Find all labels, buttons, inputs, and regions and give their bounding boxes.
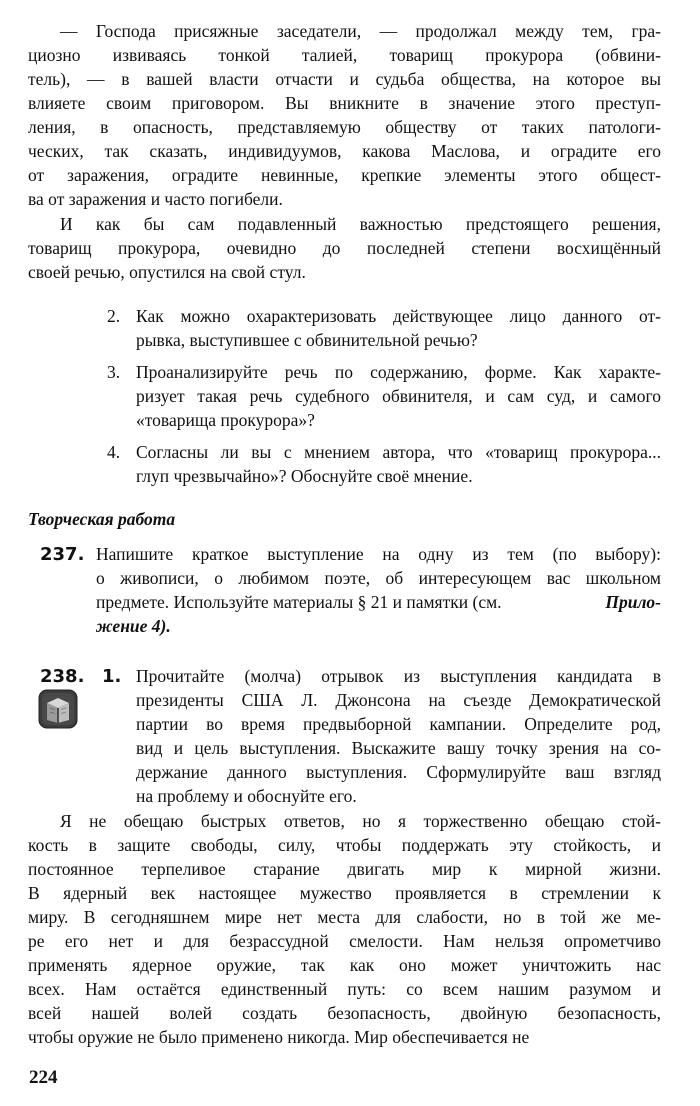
task-line: Напишите краткое выступление на одну из тем (по выбору): [96,544,661,564]
page-number: 224 [29,1067,58,1088]
text-line: ре его нет и для безрассудной смелости. Нам нельзя опрометчиво [28,931,661,951]
text-line: ческих, так сказать, индивидуумов, какова Маслова, и оградите его [28,141,661,161]
task-line: президенты США Л. Джонсона на съезде Демократической [136,690,661,710]
task-line: Прочитайте (молча) отрывок из выступления кандидата в [136,666,661,686]
task-line: на проблему и обоснуйте его. [136,786,357,806]
task-line [96,591,661,614]
section-heading-creative-work: Творческая работа [28,509,176,529]
text-line: миру. В сегодняшнем мире нет места для слабости, но в той же ме- [28,907,661,927]
task-number: 238. [40,666,85,687]
text-line: всей нашей волей создать безопасность, двойную безопасность, [28,1003,661,1023]
question-line: рывка, выступившее с обвинительной речью? [136,330,478,350]
text-line: В ядерный век настоящее мужество проявляется в стремлении к [28,883,661,903]
text-line: влияете своим приговором. Вы вникните в значение этого преступ- [28,93,661,113]
text-line: применять ядерное оружие, так как оно может уничтожить нас [28,955,661,975]
book-icon [38,689,78,729]
task-line: держание данного выступления. Сформулируйте ваш взгляд [136,762,661,782]
text-line: ва от заражения и часто погибели. [28,189,283,209]
text-line: тель), — в вашей власти отчасти и судьба общества, на которое вы [28,69,661,89]
task-line: о живописи, о любимом поэте, об интересующем вас школьном [96,568,661,588]
question-line: «товарища прокурора»? [136,410,315,430]
question-line: ризует такая речь судебного обвинителя, и сам суд, и самого [136,386,661,406]
appendix-reference: Прило- [605,592,661,612]
text-line: от заражения, оградите невинные, крепкие элементы этого общест- [28,165,661,185]
task-line: партии во время предвыборной кампании. Определите род, [136,714,661,734]
text-line: чтобы оружие не было применено никогда. Мир обеспечивается не [28,1027,530,1047]
text-line: ления, в опасность, представляемую обществу от таких патологи- [28,117,661,137]
text-line: товарищ прокурора, очевидно до последней степени восхищённый [28,238,661,258]
text-line: циозно извиваясь тонкой талией, товарищ прокурора (обвини- [28,45,661,65]
text-line: постоянное терпеливое старание двигать мир к мирной жизни. [28,859,661,879]
question-line: Как можно охарактеризовать действующее лицо данного от- [136,306,661,326]
text-line: своей речью, опустился на свой стул. [28,262,306,282]
text-line: — Господа присяжные заседатели, — продолжал между тем, гра- [60,21,661,41]
appendix-reference: жение 4). [96,616,171,636]
question-number: 2. [107,306,121,326]
question-number: 4. [107,442,121,462]
task-line: вид и цель выступления. Выскажите вашу точку зрения на со- [136,738,661,758]
subtask-number: 1. [102,666,122,687]
question-line: Согласны ли вы с мнением автора, что «товарищ прокурора... [136,442,661,462]
question-number: 3. [107,362,121,382]
question-line: Проанализируйте речь по содержанию, форме. Как характе- [136,362,661,382]
task-number: 237. [40,544,85,565]
question-line: глуп чрезвычайно»? Обоснуйте своё мнение. [136,466,473,486]
text-line: Я не обещаю быстрых ответов, но я торжественно обещаю стой- [60,811,661,831]
text-line: И как бы сам подавленный важностью предстоящего решения, [60,214,661,234]
text-line: всех. Нам остаётся единственный путь: со всем нашим разумом и [28,979,661,999]
text-line: кость в защите свободы, силу, чтобы поддержать эту стойкость, и [28,835,661,855]
task-line-text: предмете. Используйте материалы § 21 и памятки (см. [96,592,502,612]
